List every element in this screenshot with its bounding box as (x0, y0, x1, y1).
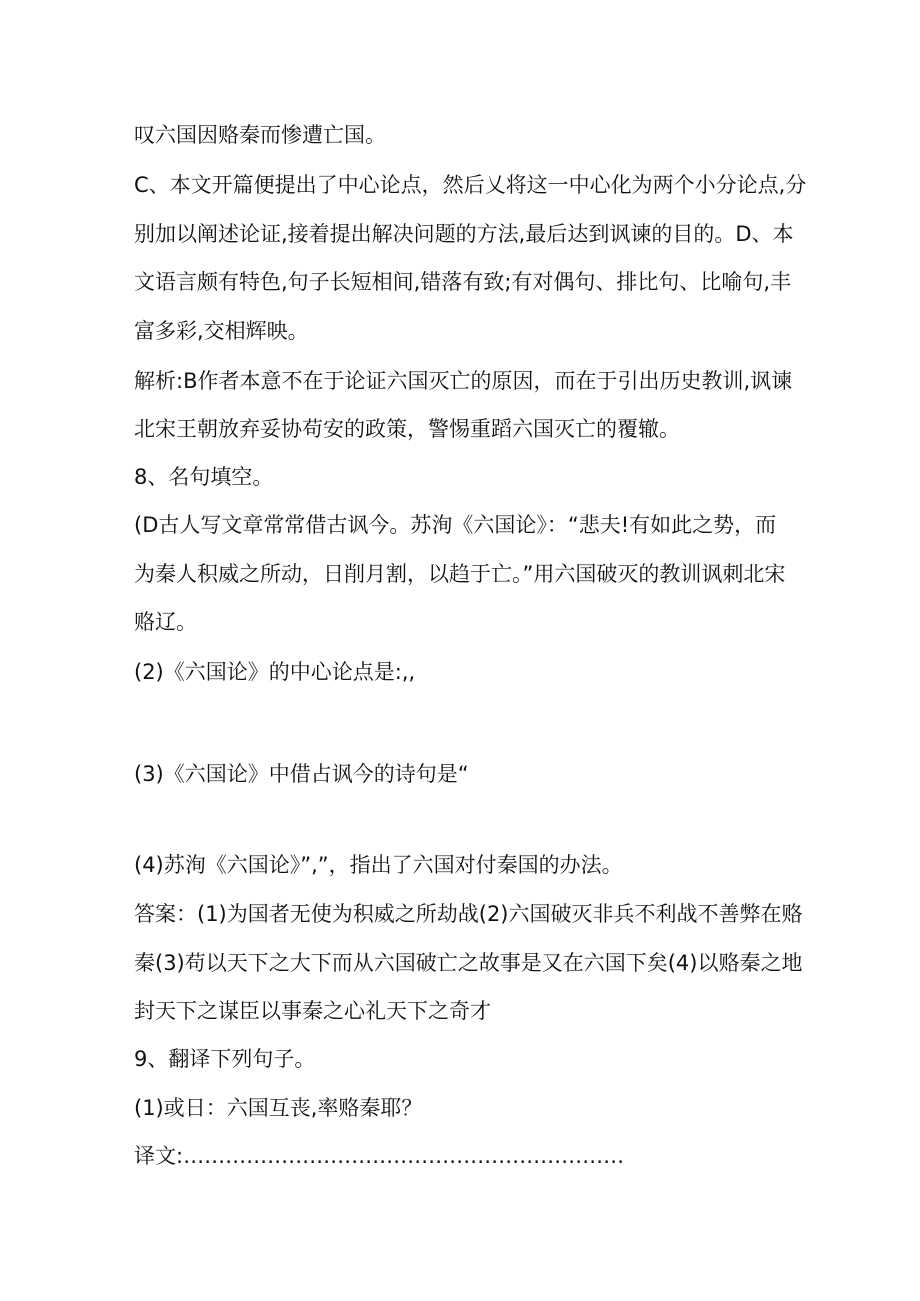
answer-line: 秦(3)苟以天下之大下而从六国破亡之故事是又在六国下矣(4)以赂秦之地 (134, 951, 803, 975)
text-line: 赂辽。 (134, 610, 197, 634)
answer-line: 封天下之谋臣以事秦之心礼天下之奇才 (134, 999, 491, 1023)
text-line: C、本文开篇便提出了中心论点，然后乂将这一中心化为两个小分论点,分 (134, 173, 807, 197)
question-heading: 8、名句填空。 (134, 465, 274, 489)
text-line: 文语言颇有特色,句子长短相间,错落有致;有对偶句、排比句、比喻句,丰 (134, 270, 792, 294)
question-heading: 9、翻译下列句子。 (134, 1047, 316, 1071)
text-line: (4)苏洵《六国论》”,”，指出了六国对付秦国的办法。 (134, 853, 623, 877)
text-line: 北宋王朝放弃妥协苟安的政策，警惕重蹈六国灭亡的覆辙。 (134, 417, 680, 441)
text-line: (D古人写文章常常借古讽今。苏洵《六国论》：“悲夫!有如此之势，而 (134, 513, 777, 537)
translation-line: 译文:……………………………………………………… (134, 1144, 625, 1168)
text-line: 别加以阐述论证,接着提出解决问题的方法,最后达到讽谏的目的。D、本 (134, 222, 794, 246)
text-line: (1)或日：六国互丧,率赂秦耶？ (134, 1096, 423, 1120)
text-line: (2)《六国论》的中心论点是:,, (134, 660, 416, 684)
text-line: 富多彩,交相辉映。 (134, 319, 309, 343)
text-line: 叹六国因赂秦而惨遭亡国。 (134, 123, 386, 147)
text-line: 解析:B作者本意不在于论证六国灭亡的原因，而在于引出历史教训,讽谏 (134, 369, 793, 393)
text-line: 为秦人积威之所动，日削月割，以趋于亡。”用六国破灭的教训讽刺北宋 (134, 562, 786, 586)
answer-line: 答案：(1)为国者无使为积威之所劫战(2)六国破灭非兵不利战不善弊在赂 (134, 902, 803, 926)
text-line: (3)《六国论》中借占讽今的诗句是“ (134, 762, 469, 786)
